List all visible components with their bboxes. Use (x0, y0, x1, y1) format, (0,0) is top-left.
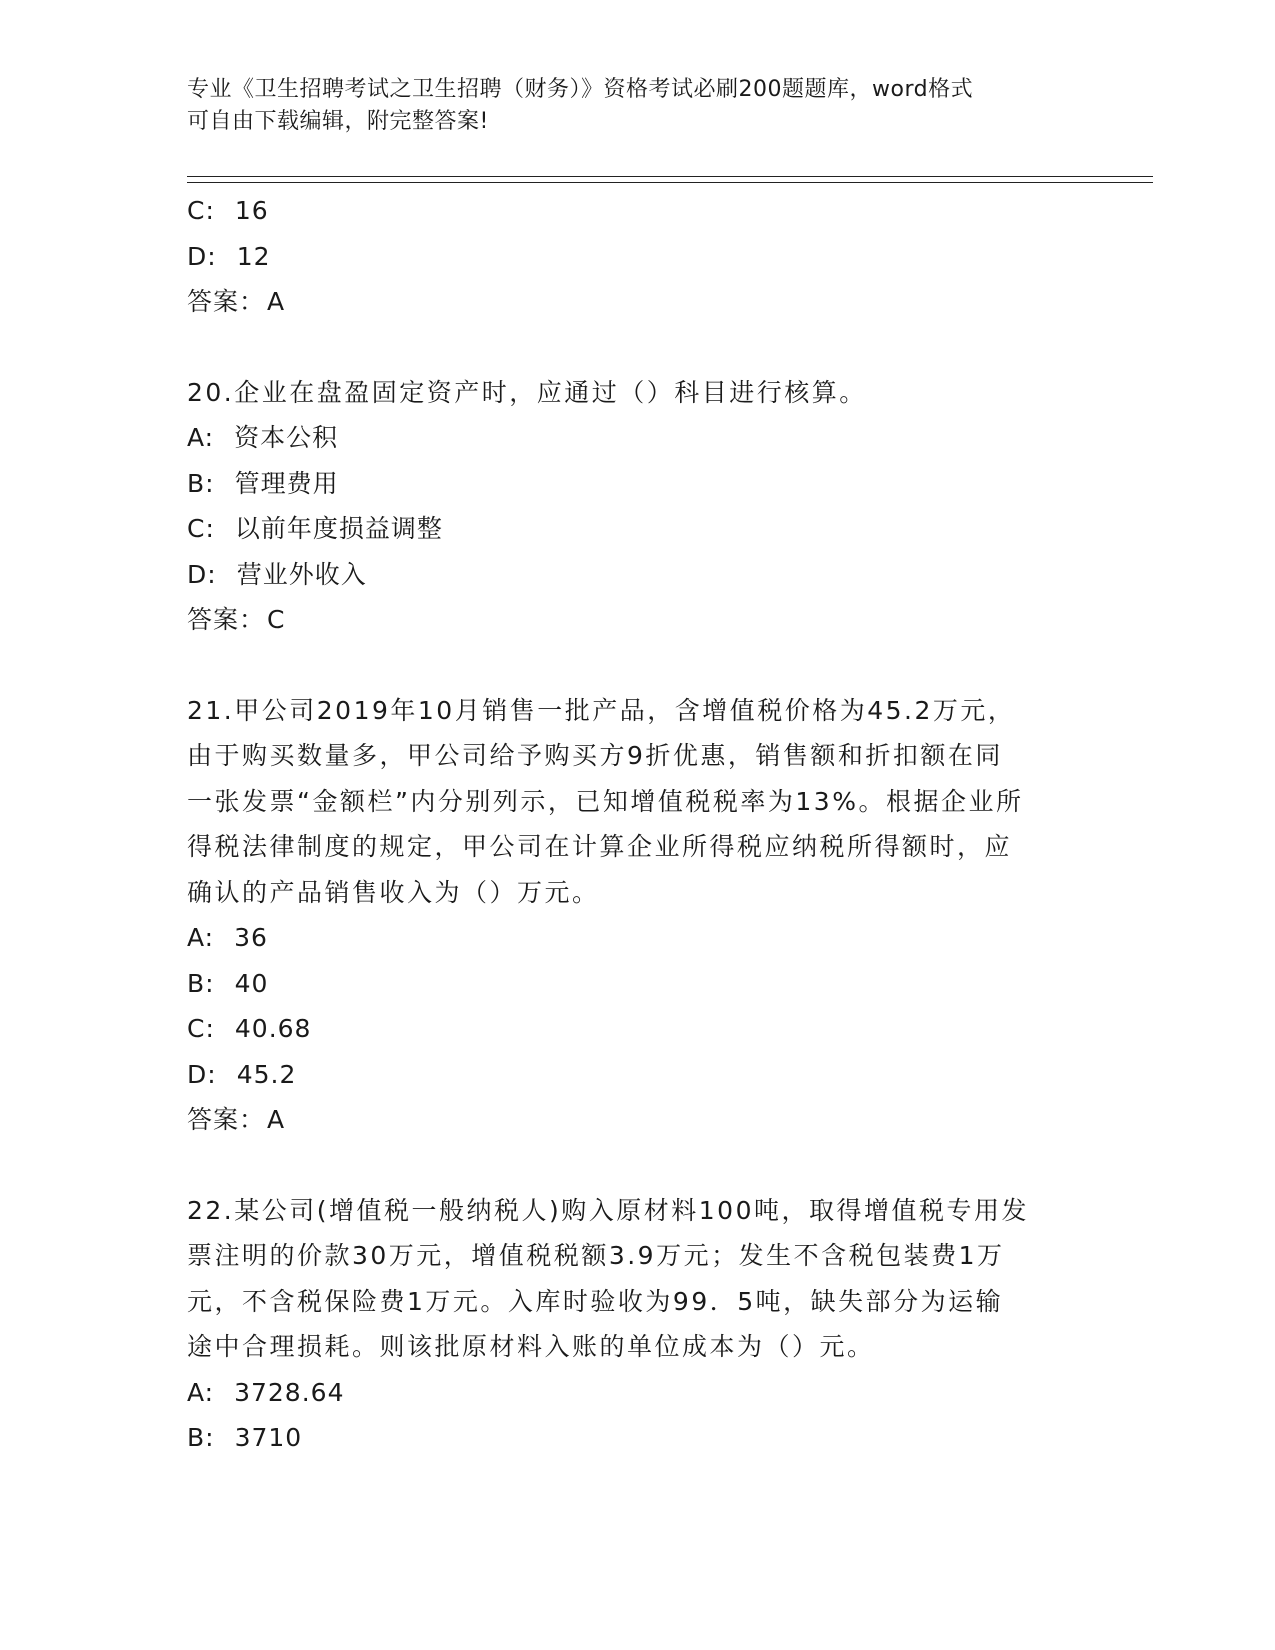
option-c (187, 1006, 1087, 1052)
option-d (187, 234, 1087, 280)
header-line-2: 可自由下载编辑，附完整答案! (187, 109, 489, 134)
document-header (187, 74, 1067, 138)
option-d (187, 1052, 1087, 1098)
question-stem: 由于购买数量多，甲公司给予购买方9折优惠，销售额和折扣额在同 (187, 741, 1003, 770)
answer-label: 答案： (187, 605, 266, 634)
question-block-21 (187, 688, 1087, 1143)
answer-label: 答案： (187, 1105, 266, 1134)
question-stem: 一张发票“金额栏”内分别列示，已知增值税税率为13%。根据企业所 (187, 786, 1024, 816)
option-c (187, 506, 1087, 552)
option-text: 资本公积 (234, 423, 339, 452)
option-text: 3728.64 (234, 1377, 345, 1407)
header-line-1: 专业《卫生招聘考试之卫生招聘（财务）》资格考试必刷200题题库，word格式 (187, 77, 974, 102)
answer-label: 答案： (187, 287, 266, 316)
question-stem: 21.甲公司2019年10月销售一批产品，含增值税价格为45.2万元， (187, 695, 1016, 725)
option-d (187, 552, 1087, 598)
option-text: 40 (234, 968, 269, 998)
option-c (187, 188, 1087, 234)
option-letter: C: (187, 1014, 215, 1043)
option-b (187, 961, 1087, 1007)
option-letter: B: (187, 968, 215, 998)
question-block-20 (187, 370, 1087, 643)
question-stem: 票注明的价款30万元，增值税税额3.9万元；发生不含税包装费1万 (187, 1241, 1005, 1270)
option-text: 36 (234, 923, 268, 952)
option-text: 3710 (234, 1423, 303, 1452)
option-letter: D: (187, 1059, 217, 1089)
question-stem: 确认的产品销售收入为（）万元。 (187, 877, 600, 907)
option-a (187, 415, 1087, 461)
option-letter: C: (187, 514, 215, 543)
option-a (187, 1370, 1087, 1416)
option-letter: B: (187, 1423, 215, 1452)
option-letter: D: (187, 559, 217, 589)
option-a (187, 915, 1087, 961)
answer-line (187, 1097, 1087, 1143)
option-letter: C: (187, 196, 215, 225)
option-letter: D: (187, 241, 217, 271)
question-list (187, 188, 1087, 1461)
answer-value: A (267, 287, 286, 316)
answer-line (187, 279, 1087, 325)
option-text: 40.68 (234, 1014, 312, 1043)
question-block-prev (187, 188, 1087, 325)
question-stem: 途中合理损耗。则该批原材料入账的单位成本为（）元。 (187, 1332, 875, 1361)
question-stem: 20.企业在盘盈固定资产时，应通过（）科目进行核算。 (187, 377, 867, 407)
answer-line (187, 597, 1087, 643)
option-text: 45.2 (236, 1059, 297, 1089)
option-b (187, 461, 1087, 507)
option-text: 以前年度损益调整 (234, 514, 443, 543)
answer-value: C (267, 605, 286, 634)
option-letter: A: (187, 423, 215, 452)
option-text: 管理费用 (234, 468, 339, 498)
header-divider-bottom (187, 182, 1153, 183)
option-text: 16 (234, 196, 269, 225)
header-divider-top (187, 176, 1153, 177)
option-b (187, 1415, 1087, 1461)
option-text: 营业外收入 (236, 559, 367, 589)
question-block-22 (187, 1188, 1087, 1461)
question-stem: 22.某公司(增值税一般纳税人)购入原材料100吨，取得增值税专用发 (187, 1195, 1029, 1225)
option-letter: B: (187, 468, 215, 498)
option-text: 12 (236, 241, 271, 271)
option-letter: A: (187, 923, 215, 952)
question-stem: 元，不含税保险费1万元。入库时验收为99．5吨，缺失部分为运输 (187, 1286, 1004, 1316)
option-letter: A: (187, 1377, 215, 1407)
question-stem: 得税法律制度的规定，甲公司在计算企业所得税应纳税所得额时，应 (187, 832, 1013, 861)
answer-value: A (267, 1105, 286, 1134)
